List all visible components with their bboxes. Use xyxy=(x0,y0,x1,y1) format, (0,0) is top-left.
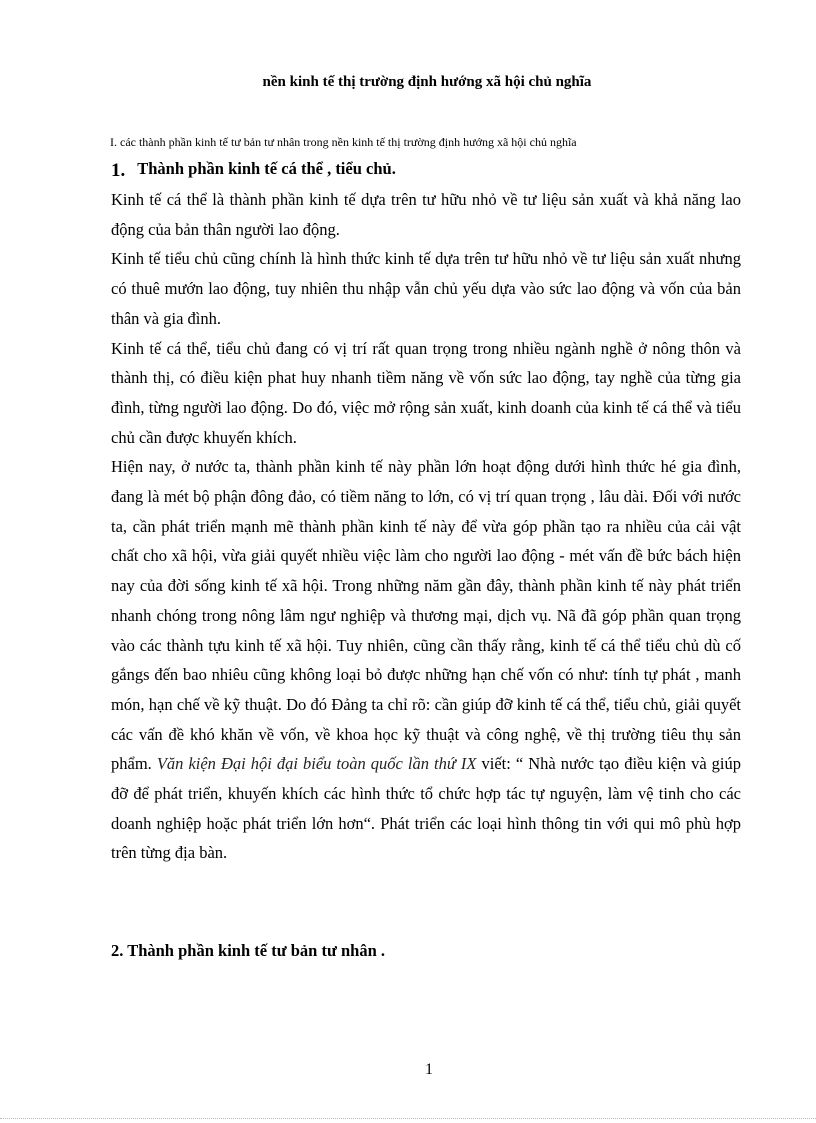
paragraph-3: Kinh tế cá thể, tiểu chủ đang có vị trí rất quan trọng trong nhiều ngành nghề ở nông thôn và thành thị, có điều kiện phat huy nhanh tiềm năng về vốn sức lao động, tay nghề của từng gia đình, từng người lao động. Do đó, việc mở rộng sản xuất, kinh doanh của kinh tế cá thể và tiểu chủ cần được khuyến khích. xyxy=(111,338,741,447)
page-number: 1 xyxy=(425,1061,433,1078)
paragraph-4 xyxy=(111,452,741,868)
page-border xyxy=(0,1118,816,1119)
document-citation: Văn kiện Đại hội đại biểu toàn quốc lần thứ IX xyxy=(156,754,477,774)
subheading: I. các thành phần kinh tế tư bản tư nhân trong nền kinh tế thị trường định hướng xã hội chủ nghĩa xyxy=(110,135,577,149)
paragraph-2: Kinh tế tiểu chủ cũng chính là hình thức kinh tế dựa trên tư hữu nhỏ về tư liệu sản xuất nhưng có thuê mướn lao động, tuy nhiên thu nhập vẫn chủ yếu dựa vào sức lao động và vốn của bản thân và gia đình. xyxy=(111,249,741,328)
paragraph-4-text: Hiện nay, ở nước ta, thành phần kinh tế này phần lớn hoạt động dưới hình thức hé gia đình, đang là mét bộ phận đông đảo, có tiềm năng to lớn, có vị trí quan trọng , lâu dài. Đối với nước ta, cần phát triển mạnh mẽ thành phần kinh tế này để vừa góp phần tạo ra nhiều của cải vật chất cho xã hội, vừa giải quyết nhiều việc làm cho người lao động - mét vấn đề bức bách hiện nay của đời sống kinh tế xã hội. Trong những năm gần đây, thành phần kinh tế này phát triển nhanh chóng trong nông lâm ngư nghiệp và thương mại, dịch vụ. Nã đã góp phần quan trọng vào các thành tựu kinh tế xã hội. Tuy nhiên, cũng cần thấy rằng, kinh tế cá thể tiểu chủ dù cố gắngs đến bao nhiêu cũng không loại bỏ được những hạn chế vốn có như: tính tự phát , manh món, hạn chế về kỹ thuật. Do đó Đảng ta chỉ rõ: cần giúp đỡ kinh tế cá thể, tiểu chủ, giải quyết các vấn đề khó khăn về vốn, về khoa học kỹ thuật và công nghệ, về thị trường tiêu thụ sản phẩm. xyxy=(111,457,741,774)
section-1-title: Thành phần kinh tế cá thể , tiểu chủ. xyxy=(137,159,396,178)
document-title: nền kinh tế thị trường định hướng xã hội chủ nghĩa xyxy=(262,74,592,90)
body-text xyxy=(111,185,741,868)
section-1-heading xyxy=(111,158,396,180)
paragraph-1: Kinh tế cá thể là thành phần kinh tế dựa trên tư hữu nhỏ về tư liệu sản xuất và khả năng lao động của bản thân người lao động. xyxy=(111,190,741,239)
section-2-heading: 2. Thành phần kinh tế tư bản tư nhân . xyxy=(111,941,385,960)
section-1-number: 1. xyxy=(111,160,126,181)
paragraph-4-quote: viết: “ Nhà nước tạo điều kiện và giúp đỡ để phát triển, khuyến khích các hình thức tổ chức hợp tác tự nguyện, làm vệ tinh cho các doanh nghiệp hoặc phát triển lớn hơn“. Phát triển các loại hình thông tin với qui mô phù hợp trên từng địa bàn. xyxy=(111,754,742,863)
